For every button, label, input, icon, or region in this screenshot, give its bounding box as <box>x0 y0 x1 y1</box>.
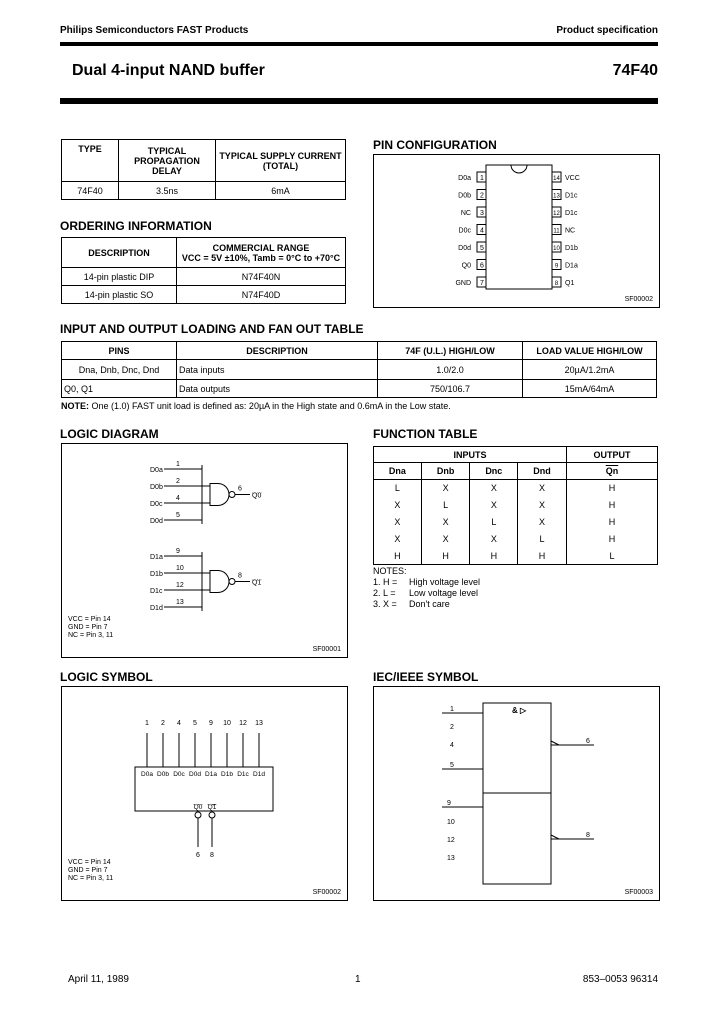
loading-note-text: One (1.0) FAST unit load is defined as: 20µA in the High state and 0.6mA in the Low state. <box>91 401 451 411</box>
ordering-range-so: N74F40D <box>177 286 346 304</box>
inversion-bubble <box>229 492 235 498</box>
ft-note-number: 1. <box>373 577 384 587</box>
pin-number-left: 5 <box>480 245 484 252</box>
iec-ref: SF00003 <box>624 889 653 896</box>
loading-note <box>61 401 451 411</box>
header-left: Philips Semiconductors FAST Products <box>60 25 249 36</box>
ls-output-label: Q1 <box>207 804 217 811</box>
table-cell: H <box>566 497 657 514</box>
table-row <box>374 497 658 514</box>
pin-number-left: 4 <box>480 227 484 235</box>
iec-input-pin: 2 <box>450 724 454 731</box>
header-right: Product specification <box>556 25 658 36</box>
pin-name-left: NC <box>460 210 471 217</box>
iec-output-pin: 6 <box>586 738 590 745</box>
summary-table <box>61 139 346 200</box>
function-table <box>373 446 658 565</box>
loading-col-description: DESCRIPTION <box>177 342 378 360</box>
ft-note-number: 2. <box>373 588 384 598</box>
ls-input-label: D1a <box>205 771 217 778</box>
iec-qualifier: & ▷ <box>512 706 527 715</box>
col-type: TYPE <box>62 140 119 182</box>
ld-output-pin: 8 <box>238 572 242 580</box>
ls-power-nc: NC = Pin 3, 11 <box>68 875 114 882</box>
ft-notes <box>373 566 480 610</box>
loading-load-outputs: 15mA/64mA <box>523 380 657 398</box>
ld-input-pin: 5 <box>176 512 180 519</box>
pin-name-right: Q1 <box>565 280 575 287</box>
table-row <box>374 531 658 548</box>
pin-name-right: D1b <box>565 245 578 252</box>
iec-input-pin: 5 <box>450 762 454 769</box>
iec-input-pin: 13 <box>447 855 455 862</box>
ls-input-label: D0c <box>173 771 185 778</box>
pin-config-box <box>373 154 660 308</box>
ft-note-symbol: X = <box>383 599 397 609</box>
table-cell: L <box>421 497 470 514</box>
ls-input-pin: 9 <box>209 720 213 727</box>
pin-number-right: 13 <box>553 193 560 200</box>
ld-output-label: Q1 <box>252 579 262 587</box>
ld-input-pin: 13 <box>176 599 184 606</box>
table-cell: L <box>566 548 657 565</box>
table-cell: X <box>374 514 422 531</box>
iec-input-pin: 10 <box>447 819 455 826</box>
ft-group-inputs: INPUTS <box>374 447 567 463</box>
table-cell: X <box>421 531 470 548</box>
cell-current: 6mA <box>216 182 346 200</box>
pin-config-diagram <box>374 155 659 307</box>
ft-note <box>373 599 480 610</box>
pin-number-left: 7 <box>480 280 484 287</box>
loading-pins-outputs: Q0, Q1 <box>62 380 177 398</box>
iec-box <box>373 686 660 901</box>
logic-symbol-heading: LOGIC SYMBOL <box>60 670 153 684</box>
ld-input-label: D0c <box>150 501 163 508</box>
ls-input-label: D1b <box>221 771 233 778</box>
cell-type: 74F40 <box>62 182 119 200</box>
pin-config-ref: SF00002 <box>624 296 653 303</box>
ls-output-pin: 8 <box>210 852 214 859</box>
table-cell: X <box>470 497 518 514</box>
loading-ul-outputs: 750/106.7 <box>378 380 523 398</box>
table-row <box>374 480 658 497</box>
ls-power-vcc: VCC = Pin 14 <box>68 859 111 866</box>
ld-input-label: D0d <box>150 518 163 525</box>
col-current: TYPICAL SUPPLY CURRENT (TOTAL) <box>216 140 346 182</box>
ft-note <box>373 577 480 588</box>
pin-name-left: Q0 <box>461 262 471 270</box>
logic-diagram-box <box>61 443 348 658</box>
pin-number-left: 1 <box>480 175 484 182</box>
inversion-bubble <box>195 812 201 818</box>
footer-page: 1 <box>355 974 361 985</box>
ls-input-pin: 2 <box>161 720 165 727</box>
loading-ul-inputs: 1.0/2.0 <box>378 360 523 380</box>
ordering-range-sub: VCC = 5V ±10%, Tamb = 0°C to +70°C <box>181 252 341 263</box>
table-cell: H <box>470 548 518 565</box>
footer-doc: 853–0053 96314 <box>582 974 658 985</box>
pin-name-left: D0c <box>458 227 471 235</box>
ld-ref: SF00001 <box>312 646 341 653</box>
table-cell: H <box>421 548 470 565</box>
ft-col-3: Dnd <box>518 463 567 480</box>
pin-name-right: D1a <box>565 262 578 270</box>
ordering-desc-dip: 14-pin plastic DIP <box>62 268 177 286</box>
ls-ref: SF00002 <box>312 889 341 896</box>
ft-note <box>373 588 480 599</box>
ls-input-label: D0b <box>157 771 169 778</box>
ld-input-pin: 9 <box>176 548 180 555</box>
ld-input-pin: 10 <box>176 565 184 572</box>
iec-input-pin: 12 <box>447 837 455 844</box>
footer-date: April 11, 1989 <box>68 974 129 985</box>
table-cell: X <box>470 531 518 548</box>
pin-number-left: 3 <box>480 210 484 217</box>
table-cell: L <box>518 531 567 548</box>
ls-input-label: D1c <box>237 771 249 778</box>
table-row <box>374 514 658 531</box>
pin-name-left: GND <box>455 280 471 287</box>
ft-note-symbol: H = <box>383 577 398 587</box>
pin-number-right: 10 <box>553 246 560 252</box>
ls-power-notes <box>68 859 113 883</box>
loading-desc-outputs: Data outputs <box>177 380 378 398</box>
ls-input-label: D1d <box>253 771 265 778</box>
iec-heading: IEC/IEEE SYMBOL <box>373 670 479 684</box>
ls-input-pin: 13 <box>255 720 263 727</box>
loading-load-inputs: 20µA/1.2mA <box>523 360 657 380</box>
table-cell: H <box>374 548 422 565</box>
iec-output-pin: 8 <box>586 832 590 839</box>
pin-number-right: 14 <box>553 176 560 182</box>
table-cell: H <box>566 514 657 531</box>
ls-input-pin: 4 <box>177 720 181 727</box>
table-row <box>374 548 658 565</box>
iec-negation <box>551 835 559 839</box>
loading-heading: INPUT AND OUTPUT LOADING AND FAN OUT TABLE <box>60 322 364 336</box>
ft-note-symbol: L = <box>383 588 396 598</box>
ls-input-pin: 12 <box>239 720 247 727</box>
ld-input-pin: 4 <box>176 495 180 502</box>
ls-power-gnd: GND = Pin 7 <box>68 867 108 874</box>
table-cell: X <box>421 514 470 531</box>
pin-number-left: 2 <box>480 192 484 200</box>
inversion-bubble <box>229 579 235 585</box>
ld-power-gnd: GND = Pin 7 <box>68 624 108 631</box>
ld-input-label: D1b <box>150 571 163 578</box>
loading-col-pins: PINS <box>62 342 177 360</box>
iec-diagram <box>374 687 659 900</box>
iec-input-pin: 4 <box>450 742 454 749</box>
ld-power-nc: NC = Pin 3, 11 <box>68 632 114 639</box>
loading-col-load: LOAD VALUE HIGH/LOW <box>523 342 657 360</box>
pin-config-heading: PIN CONFIGURATION <box>373 138 497 152</box>
col-delay: TYPICAL PROPAGATION DELAY <box>119 140 216 182</box>
ordering-col-range <box>177 238 346 268</box>
function-table-heading: FUNCTION TABLE <box>373 427 478 441</box>
iec-input-pin: 1 <box>450 706 454 713</box>
ft-note-number: 3. <box>373 599 384 609</box>
ld-output-pin: 6 <box>238 485 242 493</box>
table-cell: X <box>374 531 422 548</box>
header-rule <box>60 42 658 46</box>
loading-note-label: NOTE: <box>61 401 89 411</box>
ld-input-label: D1a <box>150 554 163 561</box>
table-row <box>62 360 657 380</box>
pin-name-left: D0d <box>458 245 471 252</box>
ld-input-pin: 12 <box>176 582 184 589</box>
title-rule <box>60 98 658 104</box>
inversion-bubble <box>209 812 215 818</box>
table-cell: H <box>566 531 657 548</box>
ft-group-output: OUTPUT <box>566 447 657 463</box>
nand-gate <box>210 571 229 593</box>
ordering-desc-so: 14-pin plastic SO <box>62 286 177 304</box>
loading-table <box>61 341 657 398</box>
table-row <box>62 380 657 398</box>
ld-input-label: D0a <box>150 467 163 474</box>
cell-delay: 3.5ns <box>119 182 216 200</box>
ld-input-label: D1d <box>150 605 163 612</box>
ls-input-pin: 5 <box>193 720 197 727</box>
pin-name-left: D0a <box>458 175 471 182</box>
ordering-heading: ORDERING INFORMATION <box>60 219 212 233</box>
pin-name-right: D1c <box>565 192 578 200</box>
table-cell: X <box>518 497 567 514</box>
ft-col-1: Dnb <box>421 463 470 480</box>
ld-input-label: D0b <box>150 484 163 491</box>
ld-power-vcc: VCC = Pin 14 <box>68 616 111 623</box>
ls-input-label: D0a <box>141 771 153 778</box>
ordering-table <box>61 237 346 304</box>
pin-name-right: D1c <box>565 210 578 217</box>
ls-output-label: Q0 <box>193 804 203 811</box>
product-title: Dual 4-input NAND buffer <box>72 62 265 79</box>
pin-name-right: VCC <box>565 175 580 182</box>
pin-number-right: 11 <box>553 228 560 235</box>
ft-note-text: Low voltage level <box>409 588 479 598</box>
ft-note-text: Don't care <box>409 599 450 609</box>
ls-output-pin: 6 <box>196 852 200 859</box>
pin-name-right: NC <box>565 227 576 235</box>
table-cell: X <box>470 480 518 497</box>
ft-col-2: Dnc <box>470 463 518 480</box>
ld-output-label: Q0 <box>252 492 262 500</box>
pin-number-right: 12 <box>553 211 560 217</box>
iec-input-pin: 9 <box>447 800 451 807</box>
pin-number-right: 9 <box>554 263 559 270</box>
table-cell: X <box>421 480 470 497</box>
pin-name-left: D0b <box>458 192 471 200</box>
table-cell: L <box>470 514 518 531</box>
loading-pins-inputs: Dna, Dnb, Dnc, Dnd <box>62 360 177 380</box>
ls-input-label: D0d <box>189 771 201 778</box>
part-number: 74F40 <box>612 62 658 79</box>
pin-number-left: 6 <box>480 262 484 270</box>
table-cell: X <box>518 514 567 531</box>
table-cell: H <box>566 480 657 497</box>
loading-col-ul: 74F (U.L.) HIGH/LOW <box>378 342 523 360</box>
ls-input-pin: 1 <box>145 720 149 727</box>
table-cell: H <box>518 548 567 565</box>
ls-input-pin: 10 <box>223 720 231 727</box>
table-cell: X <box>518 480 567 497</box>
nand-gate <box>210 484 229 506</box>
table-cell: X <box>374 497 422 514</box>
table-cell: L <box>374 480 422 497</box>
loading-desc-inputs: Data inputs <box>177 360 378 380</box>
ft-col-4: $\overline{Qn}$ <box>566 463 657 480</box>
ld-power-notes <box>68 616 113 640</box>
ordering-col-description: DESCRIPTION <box>62 238 177 268</box>
ft-note-text: High voltage level <box>409 577 481 587</box>
ft-notes-heading: NOTES: <box>373 566 407 576</box>
ordering-range-title: COMMERCIAL RANGE <box>212 242 310 253</box>
iec-negation <box>551 741 559 745</box>
ld-input-label: D1c <box>150 588 163 595</box>
pin-number-right: 8 <box>554 281 559 287</box>
ld-input-pin: 1 <box>176 461 180 468</box>
ld-input-pin: 2 <box>176 478 180 485</box>
logic-diagram-heading: LOGIC DIAGRAM <box>60 427 159 441</box>
ft-col-0: Dna <box>374 463 422 480</box>
logic-symbol-box <box>61 686 348 901</box>
ordering-range-dip: N74F40N <box>177 268 346 286</box>
